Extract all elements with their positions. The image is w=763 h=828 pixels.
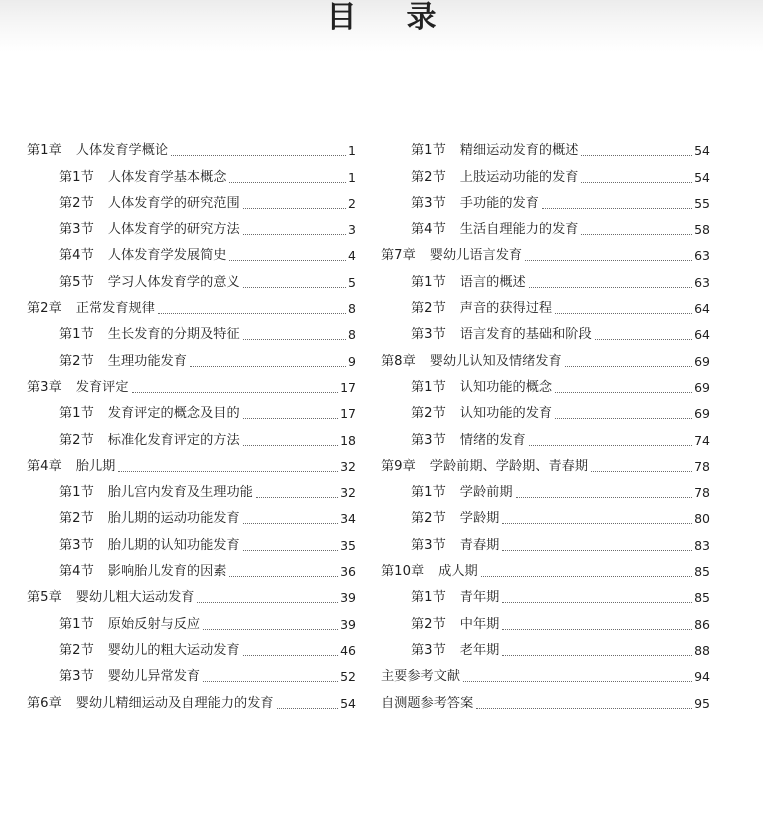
toc-entry-title: 语言发育的基础和阶段	[459, 327, 592, 343]
toc-section-entry[interactable]	[27, 480, 356, 506]
toc-section-entry[interactable]	[27, 532, 356, 558]
toc-entry-title: 中年期	[459, 616, 500, 632]
dot-leader	[190, 366, 346, 367]
toc-section-entry[interactable]	[27, 217, 356, 243]
toc-entry-number: 第8章	[381, 353, 416, 369]
toc-entry-page-number: 94	[694, 669, 710, 685]
dot-leader	[132, 392, 339, 393]
toc-entry-page-number: 63	[694, 274, 710, 290]
toc-entry-page-number: 63	[694, 248, 710, 264]
dot-leader	[229, 182, 346, 183]
toc-entry-page-number: 32	[340, 485, 356, 501]
toc-entry-page-number: 85	[694, 564, 710, 580]
toc-entry-title: 正常发育规律	[75, 301, 155, 317]
toc-entry-number: 第2节	[59, 353, 94, 369]
toc-chapter-entry[interactable]	[381, 559, 710, 585]
dot-leader	[529, 445, 692, 446]
toc-section-entry[interactable]	[381, 296, 710, 322]
toc-section-entry[interactable]	[381, 585, 710, 611]
toc-entry-number: 第1节	[411, 379, 446, 395]
dot-leader	[197, 602, 338, 603]
toc-section-entry[interactable]	[381, 427, 710, 453]
toc-entry-page-number: 64	[694, 327, 710, 343]
toc-entry-page-number: 55	[694, 195, 710, 211]
toc-section-entry[interactable]	[381, 164, 710, 190]
toc-entry-page-number: 78	[694, 458, 710, 474]
dot-leader	[229, 260, 346, 261]
toc-entry-page-number: 39	[340, 590, 356, 606]
toc-entry-title: 婴幼儿的粗大运动发育	[107, 642, 240, 658]
toc-section-entry[interactable]	[381, 401, 710, 427]
toc-entry-title: 学龄前期	[459, 485, 513, 501]
toc-entry-number: 第3节	[411, 642, 446, 658]
toc-entry-number: 第5章	[27, 590, 62, 606]
dot-leader	[481, 576, 692, 577]
toc-section-entry[interactable]	[27, 322, 356, 348]
toc-section-entry[interactable]	[381, 532, 710, 558]
toc-entry-page-number: 86	[694, 616, 710, 632]
toc-entry-page-number: 18	[340, 432, 356, 448]
toc-entry-number: 第3节	[411, 195, 446, 211]
toc-entry-page-number: 46	[340, 642, 356, 658]
toc-entry-number: 第4节	[411, 222, 446, 238]
dot-leader	[171, 155, 346, 156]
toc-entry-page-number: 95	[694, 695, 710, 711]
toc-entry-title: 主要参考文献	[381, 669, 461, 685]
toc-entry-title: 发育评定	[75, 379, 129, 395]
toc-chapter-entry[interactable]	[381, 348, 710, 374]
toc-entry-number: 第1节	[59, 327, 94, 343]
toc-appendix-entry[interactable]	[381, 664, 710, 690]
toc-section-entry[interactable]	[27, 191, 356, 217]
toc-entry-page-number: 17	[340, 379, 356, 395]
dot-leader	[229, 576, 338, 577]
toc-entry-number: 第3节	[59, 537, 94, 553]
toc-chapter-entry[interactable]	[27, 585, 356, 611]
dot-leader	[243, 445, 338, 446]
dot-leader	[158, 313, 346, 314]
toc-left-column	[27, 138, 356, 717]
dot-leader	[525, 260, 692, 261]
toc-entry-title: 声音的获得过程	[459, 301, 553, 317]
toc-entry-title: 婴幼儿粗大运动发育	[75, 590, 195, 606]
toc-entry-title: 婴幼儿语言发育	[429, 248, 523, 264]
toc-section-entry[interactable]	[381, 322, 710, 348]
toc-entry-number: 第1节	[59, 485, 94, 501]
toc-entry-page-number: 85	[694, 590, 710, 606]
toc-entry-number: 第2节	[59, 511, 94, 527]
toc-entry-page-number: 9	[348, 353, 356, 369]
toc-entry-title: 婴幼儿认知及情绪发育	[429, 353, 562, 369]
dot-leader	[463, 681, 692, 682]
toc-entry-title: 生长发育的分期及特征	[107, 327, 240, 343]
toc-entry-number: 第1节	[59, 406, 94, 422]
dot-leader	[591, 471, 692, 472]
dot-leader	[476, 708, 692, 709]
dot-leader	[256, 497, 338, 498]
toc-section-entry[interactable]	[27, 559, 356, 585]
toc-entry-number: 第3节	[59, 222, 94, 238]
toc-entry-number: 第9章	[381, 458, 416, 474]
toc-entry-number: 第2节	[411, 169, 446, 185]
toc-section-entry[interactable]	[27, 506, 356, 532]
toc-entry-number: 第2节	[411, 301, 446, 317]
toc-entry-number: 第6章	[27, 695, 62, 711]
dot-leader	[243, 339, 346, 340]
toc-entry-title: 发育评定的概念及目的	[107, 406, 240, 422]
toc-entry-number: 第4节	[59, 564, 94, 580]
toc-entry-number: 第2节	[59, 642, 94, 658]
dot-leader	[502, 629, 692, 630]
toc-entry-page-number: 69	[694, 353, 710, 369]
toc-section-entry[interactable]	[27, 243, 356, 269]
toc-entry-number: 第2节	[411, 511, 446, 527]
toc-entry-page-number: 3	[348, 222, 356, 238]
toc-entry-title: 原始反射与反应	[107, 616, 201, 632]
toc-entry-title: 婴幼儿精细运动及自理能力的发育	[75, 695, 274, 711]
dot-leader	[243, 550, 338, 551]
dot-leader	[516, 497, 693, 498]
dot-leader	[243, 287, 346, 288]
toc-entry-page-number: 34	[340, 511, 356, 527]
toc-entry-title: 情绪的发育	[459, 432, 526, 448]
dot-leader	[581, 155, 692, 156]
toc-chapter-entry[interactable]	[381, 243, 710, 269]
toc-chapter-entry[interactable]	[27, 690, 356, 716]
toc-entry-title: 人体发育学基本概念	[107, 169, 227, 185]
toc-entry-page-number: 69	[694, 406, 710, 422]
dot-leader	[581, 234, 692, 235]
toc-entry-page-number: 17	[340, 406, 356, 422]
toc-section-entry[interactable]	[27, 401, 356, 427]
dot-leader	[502, 550, 692, 551]
toc-entry-number: 第2节	[59, 195, 94, 211]
dot-leader	[565, 366, 692, 367]
toc-entry-page-number: 1	[348, 143, 356, 159]
toc-entry-title: 婴幼儿异常发育	[107, 669, 201, 685]
toc-entry-title: 上肢运动功能的发育	[459, 169, 579, 185]
dot-leader	[502, 655, 692, 656]
toc-entry-number: 第1章	[27, 143, 62, 159]
toc-entry-number: 第1节	[411, 274, 446, 290]
toc-entry-title: 标准化发育评定的方法	[107, 432, 240, 448]
toc-entry-page-number: 39	[340, 616, 356, 632]
toc-entry-title: 青春期	[459, 537, 500, 553]
toc-entry-page-number: 80	[694, 511, 710, 527]
dot-leader	[243, 234, 346, 235]
toc-entry-number: 第2节	[411, 616, 446, 632]
dot-leader	[581, 182, 692, 183]
toc-entry-number: 第3节	[411, 432, 446, 448]
toc-entry-title: 生活自理能力的发育	[459, 222, 579, 238]
toc-entry-title: 学龄前期、学龄期、青春期	[429, 458, 589, 474]
toc-section-entry[interactable]	[27, 269, 356, 295]
toc-entry-title: 人体发育学发展简史	[107, 248, 227, 264]
dot-leader	[243, 208, 346, 209]
dot-leader	[203, 629, 338, 630]
toc-entry-title: 胎儿期的运动功能发育	[107, 511, 240, 527]
toc-entry-number: 第1节	[59, 169, 94, 185]
toc-entry-title: 认知功能的概念	[459, 379, 553, 395]
dot-leader	[542, 208, 692, 209]
toc-right-column	[381, 138, 710, 717]
toc-entry-page-number: 78	[694, 485, 710, 501]
toc-entry-page-number: 83	[694, 537, 710, 553]
dot-leader	[555, 392, 692, 393]
toc-entry-number: 第10章	[381, 564, 425, 580]
dot-leader	[277, 708, 339, 709]
toc-entry-page-number: 52	[340, 669, 356, 685]
toc-entry-number: 第3章	[27, 379, 62, 395]
toc-entry-page-number: 1	[348, 169, 356, 185]
toc-section-entry[interactable]	[381, 217, 710, 243]
dot-leader	[118, 471, 338, 472]
toc-section-entry[interactable]	[381, 480, 710, 506]
toc-entry-title: 胎儿期	[75, 458, 116, 474]
toc-chapter-entry[interactable]	[381, 454, 710, 480]
toc-section-entry[interactable]	[381, 506, 710, 532]
toc-entry-page-number: 54	[694, 143, 710, 159]
toc-chapter-entry[interactable]	[27, 296, 356, 322]
toc-entry-title: 手功能的发育	[459, 195, 539, 211]
toc-entry-title: 语言的概述	[459, 274, 526, 290]
toc-section-entry[interactable]	[27, 427, 356, 453]
dot-leader	[555, 418, 692, 419]
dot-leader	[203, 681, 338, 682]
toc-entry-title: 生理功能发育	[107, 353, 187, 369]
toc-entry-page-number: 8	[348, 301, 356, 317]
toc-section-entry[interactable]	[27, 611, 356, 637]
toc-entry-title: 精细运动发育的概述	[459, 143, 579, 159]
toc-entry-page-number: 54	[340, 695, 356, 711]
dot-leader	[502, 523, 692, 524]
toc-entry-title: 人体发育学的研究方法	[107, 222, 240, 238]
toc-section-entry[interactable]	[27, 664, 356, 690]
page-title: 目录	[326, 0, 487, 35]
toc-entry-number: 第5节	[59, 274, 94, 290]
toc-entry-number: 第1节	[411, 590, 446, 606]
toc-entry-page-number: 74	[694, 432, 710, 448]
toc-entry-page-number: 4	[348, 248, 356, 264]
toc-entry-title: 人体发育学的研究范围	[107, 195, 240, 211]
toc-appendix-entry[interactable]	[381, 690, 710, 716]
toc-entry-title: 自测题参考答案	[381, 695, 474, 711]
toc-entry-title: 学习人体发育学的意义	[107, 274, 240, 290]
toc-entry-title: 青年期	[459, 590, 500, 606]
toc-entry-title: 人体发育学概论	[75, 143, 169, 159]
toc-section-entry[interactable]	[381, 269, 710, 295]
toc-section-entry[interactable]	[381, 138, 710, 164]
toc-entry-title: 学龄期	[459, 511, 500, 527]
dot-leader	[243, 418, 338, 419]
toc-entry-number: 第3节	[59, 669, 94, 685]
toc-entry-page-number: 32	[340, 458, 356, 474]
toc-entry-page-number: 36	[340, 564, 356, 580]
toc-entry-number: 第4章	[27, 458, 62, 474]
toc-entry-title: 成人期	[438, 564, 478, 580]
toc-entry-title: 认知功能的发育	[459, 406, 553, 422]
toc-entry-title: 老年期	[459, 642, 500, 658]
dot-leader	[502, 602, 692, 603]
toc-entry-page-number: 88	[694, 642, 710, 658]
toc-entry-title: 影响胎儿发育的因素	[107, 564, 227, 580]
toc-entry-number: 第1节	[59, 616, 94, 632]
toc-entry-number: 第2节	[411, 406, 446, 422]
toc-entry-page-number: 5	[348, 274, 356, 290]
toc-entry-page-number: 35	[340, 537, 356, 553]
toc-chapter-entry[interactable]	[27, 454, 356, 480]
toc-entry-page-number: 54	[694, 169, 710, 185]
toc-entry-number: 第1节	[411, 485, 446, 501]
dot-leader	[243, 523, 338, 524]
toc-entry-title: 胎儿期的认知功能发育	[107, 537, 240, 553]
toc-entry-number: 第7章	[381, 248, 416, 264]
toc-entry-number: 第2节	[59, 432, 94, 448]
toc-chapter-entry[interactable]	[27, 138, 356, 164]
toc-entry-page-number: 64	[694, 301, 710, 317]
toc-section-entry[interactable]	[381, 611, 710, 637]
toc-entry-number: 第1节	[411, 143, 446, 159]
toc-entry-page-number: 58	[694, 222, 710, 238]
toc-entry-title: 胎儿宫内发育及生理功能	[107, 485, 253, 501]
toc-section-entry[interactable]	[27, 164, 356, 190]
toc-entry-number: 第4节	[59, 248, 94, 264]
toc-section-entry[interactable]	[381, 638, 710, 664]
toc-entry-number: 第2章	[27, 301, 62, 317]
toc-entry-page-number: 8	[348, 327, 356, 343]
dot-leader	[529, 287, 692, 288]
toc-section-entry[interactable]	[381, 375, 710, 401]
toc-section-entry[interactable]	[27, 348, 356, 374]
toc-entry-number: 第3节	[411, 537, 446, 553]
toc-entry-page-number: 2	[348, 195, 356, 211]
dot-leader	[555, 313, 692, 314]
toc-chapter-entry[interactable]	[27, 375, 356, 401]
toc-section-entry[interactable]	[27, 638, 356, 664]
toc-section-entry[interactable]	[381, 191, 710, 217]
dot-leader	[243, 655, 338, 656]
toc-entry-page-number: 69	[694, 379, 710, 395]
toc-entry-number: 第3节	[411, 327, 446, 343]
dot-leader	[595, 339, 692, 340]
